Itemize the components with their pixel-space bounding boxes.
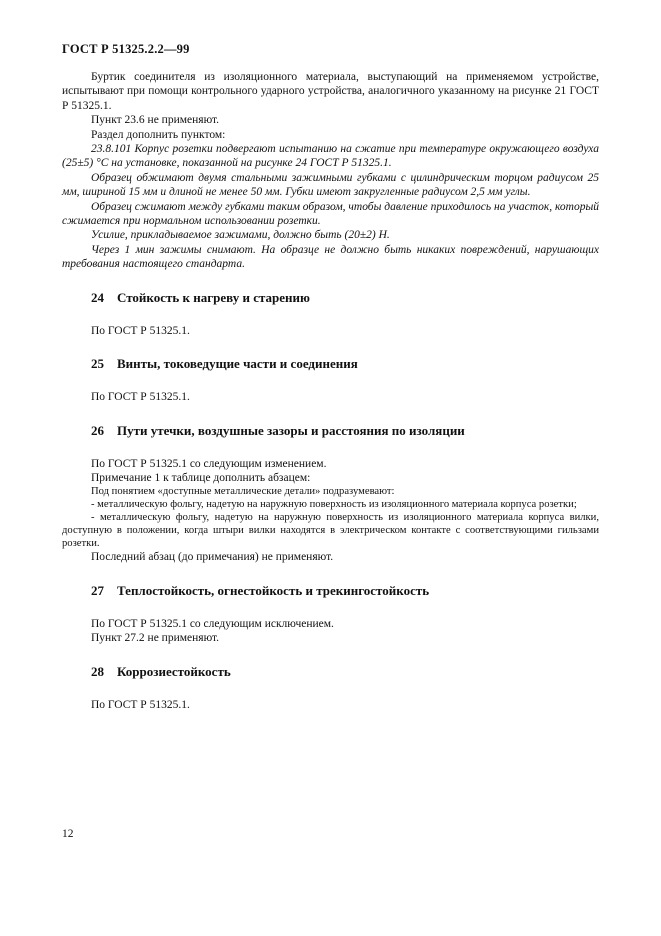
intro-paragraph-2: Пункт 23.6 не применяют.	[91, 114, 220, 127]
section-27-heading	[62, 583, 599, 599]
intro-paragraph-1: Буртик соединителя из изоляционного материала, выступающий на применяемом устройстве, испытывают при помощи контрольного ударного устройства, аналогичного указанному на рисунке 21 ГОСТ Р 51325.1.	[62, 71, 599, 112]
intro-paragraph-3: Раздел дополнить пунктом:	[91, 128, 226, 141]
clause-23-8-101: 23.8.101 Корпус розетки подвергают испытанию на сжатие при температуре окружающего воздуха (25±5) °С на установке, показанной на рисунке 24 ГОСТ Р 51325.1.	[62, 143, 599, 170]
section-title: Винты, токоведущие части и соединения	[117, 356, 358, 372]
section-28-heading	[62, 664, 599, 680]
section-25-heading	[62, 356, 599, 372]
section-number: 25	[91, 356, 104, 372]
intro-paragraph-6: Образец сжимают между губками таким образом, чтобы давление приходилось на участок, который сжимается при нормальном использовании розетки.	[62, 200, 599, 228]
section-title: Коррозиестойкость	[117, 663, 231, 679]
intro-paragraph-8: Через 1 мин зажимы снимают. На образце не должно быть никаких повреждений, нарушающих требования настоящего стандарта.	[62, 243, 599, 271]
document-header: ГОСТ Р 51325.2.2—99	[62, 42, 190, 56]
section-number: 26	[91, 422, 104, 438]
section-number: 24	[91, 289, 104, 305]
section-26-heading	[62, 423, 599, 439]
section-27-paragraph-2: Пункт 27.2 не применяют.	[91, 632, 220, 645]
intro-paragraph-7: Усилие, прикладываемое зажимами, должно быть (20±2) Н.	[91, 229, 390, 242]
section-number: 27	[91, 582, 104, 598]
note-line-3: - металлическую фольгу, надетую на наружную поверхность из изоляционного материала корпуса вилки, доступную в положении, когда штыри вилки находятся в электрическом контакте с соответствующими гильзами розетки.	[62, 512, 599, 550]
section-24-text: По ГОСТ Р 51325.1.	[91, 324, 190, 337]
section-title: Стойкость к нагреву и старению	[117, 289, 310, 305]
document-body	[62, 70, 599, 712]
note-line-1: Под понятием «доступные металлические детали» подразумевают:	[91, 486, 395, 498]
section-number: 28	[91, 663, 104, 679]
section-26-paragraph-2: Примечание 1 к таблице дополнить абзацем:	[91, 471, 311, 484]
page-number: 12	[62, 828, 74, 840]
section-26-paragraph-1: По ГОСТ Р 51325.1 со следующим изменением.	[91, 457, 327, 470]
intro-paragraph-5: Образец обжимают двумя стальными зажимными губками с цилиндрическим торцом радиусом 25 мм, шириной 15 мм и длиной не менее 50 мм. Губки имеют закругленные радиусом 2,5 мм углы.	[62, 171, 599, 199]
note-line-2: - металлическую фольгу, надетую на наружную поверхность из изоляционного материала корпуса розетки;	[91, 499, 577, 511]
section-27-paragraph-1: По ГОСТ Р 51325.1 со следующим исключением.	[91, 617, 334, 630]
section-24-heading	[62, 290, 599, 306]
section-25-text: По ГОСТ Р 51325.1.	[91, 391, 190, 404]
section-28-text: По ГОСТ Р 51325.1.	[91, 698, 190, 711]
section-26-paragraph-3: Последний абзац (до примечания) не применяют.	[91, 551, 334, 564]
section-title: Теплостойкость, огнестойкость и трекингостойкость	[117, 582, 430, 598]
section-title: Пути утечки, воздушные зазоры и расстояния по изоляции	[117, 422, 465, 438]
